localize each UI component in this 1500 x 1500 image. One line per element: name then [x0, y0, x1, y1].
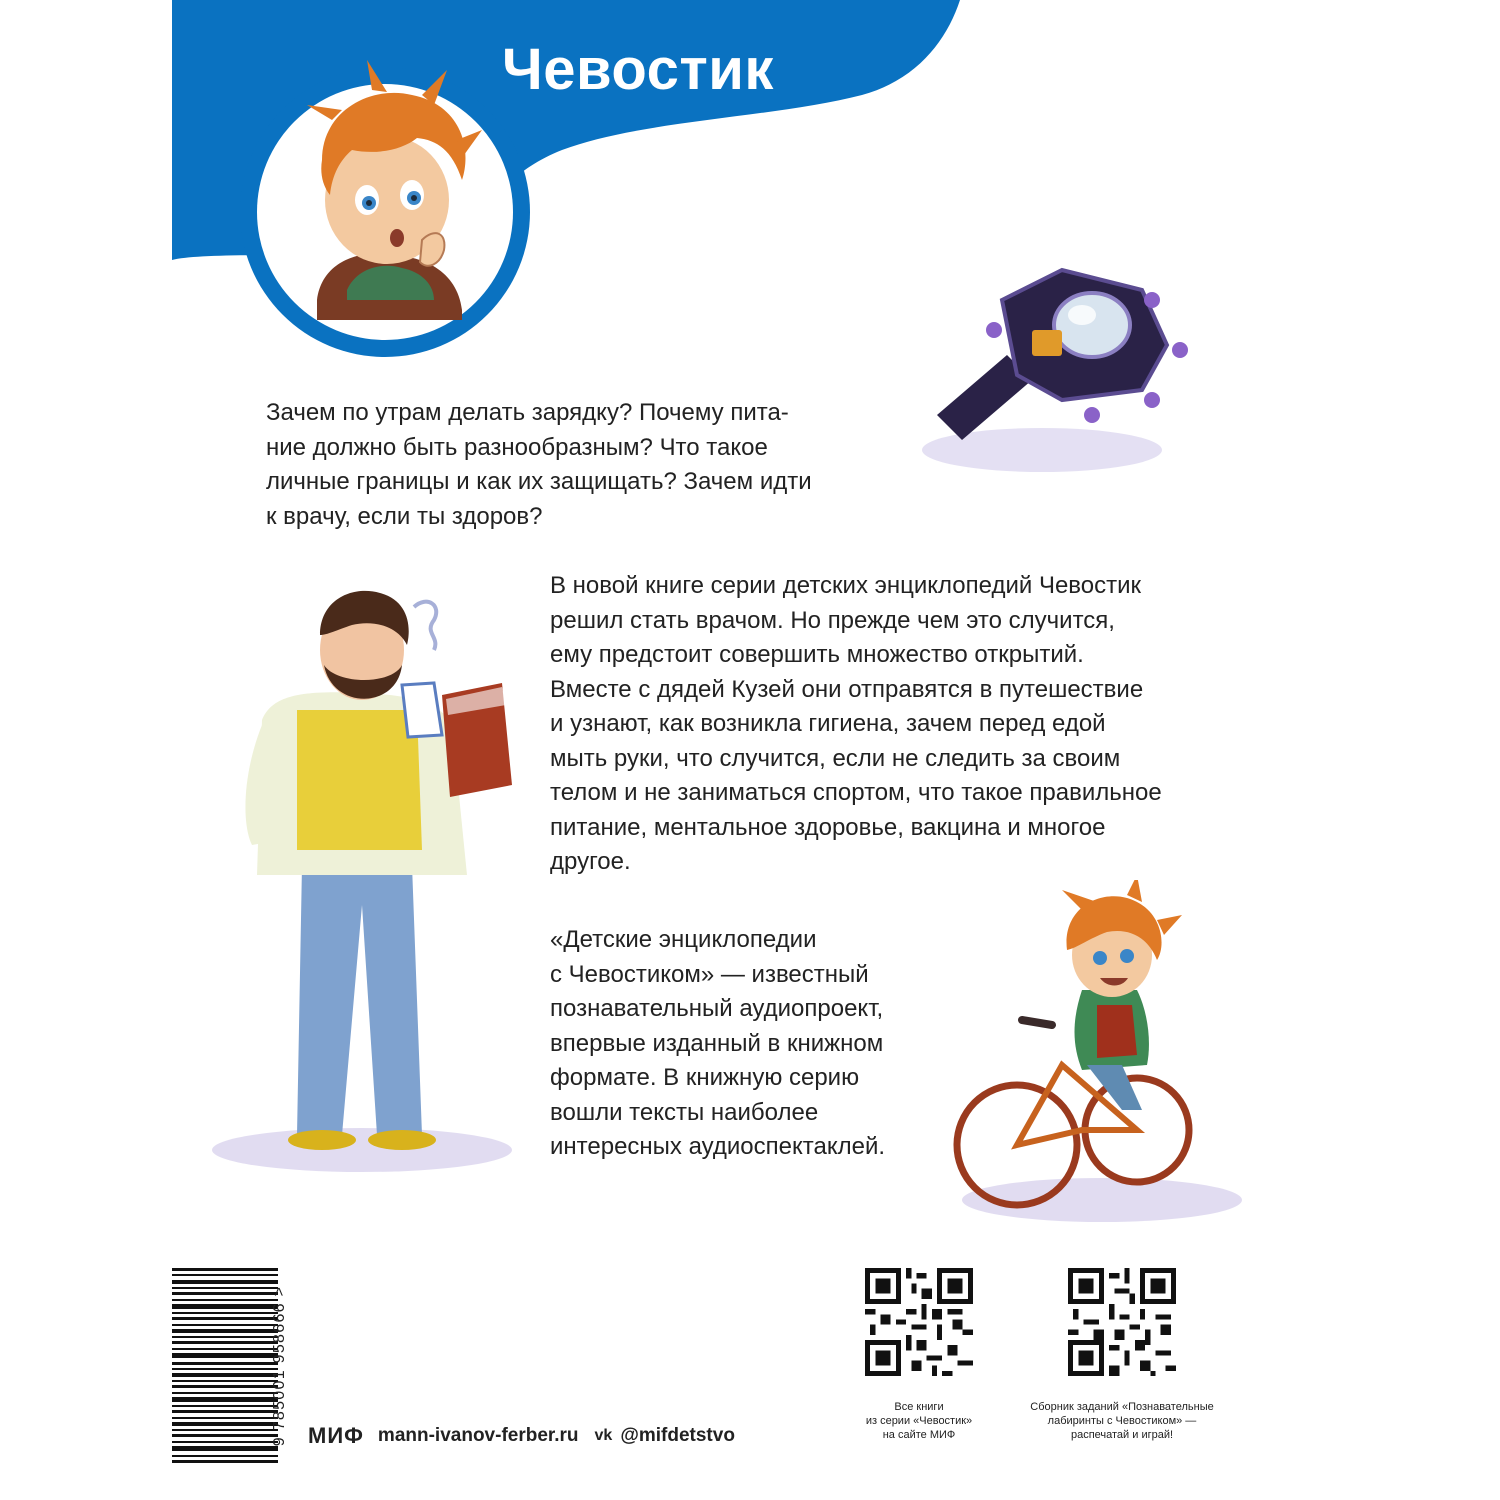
- website-link[interactable]: mann-ivanov-ferber.ru: [377, 1425, 579, 1446]
- isbn-number: 9 785001 958666 >: [271, 1285, 288, 1447]
- series-line: формате. В книжную серию: [550, 1064, 860, 1091]
- chevostik-bicycle-illustration: [932, 880, 1242, 1225]
- series-line: вошли тексты наиболее: [550, 1098, 819, 1126]
- description-line: питание, ментальное здоровье, вакцина и многое: [550, 813, 1106, 841]
- intro-paragraph: [266, 396, 812, 534]
- series-line: интересных аудиоспектаклей.: [550, 1133, 886, 1160]
- isbn-number-container: [271, 1268, 300, 1464]
- intro-line: к врачу, если ты здоров?: [266, 502, 543, 530]
- caption-line: Сборник заданий «Познавательные: [1030, 1401, 1214, 1413]
- intro-line: личные границы и как их защищать? Зачем идти: [266, 468, 812, 495]
- description-line: В новой книге серии детских энциклопедий Чевостик: [550, 572, 1142, 599]
- series-line: познавательный аудиопроект,: [550, 995, 884, 1022]
- qr-caption-series: [822, 1400, 1016, 1442]
- publisher-footer: [308, 1422, 735, 1450]
- vk-icon[interactable]: vk: [594, 1427, 613, 1444]
- description-line: решил стать врачом. Но прежде чем это случится,: [550, 606, 1115, 634]
- gadget-illustration: [912, 240, 1212, 480]
- description-line: другое.: [550, 848, 631, 875]
- page-title: Чевостик: [502, 37, 774, 102]
- qr-code-mazes[interactable]: [1068, 1268, 1176, 1376]
- description-line: телом и не заниматься спортом, что такое правильное: [550, 779, 1162, 806]
- qr-code-series[interactable]: [865, 1268, 973, 1376]
- series-line: впервые изданный в книжном: [550, 1029, 884, 1057]
- uncle-kuzya-illustration: [202, 575, 542, 1175]
- description-paragraph: [550, 569, 1162, 880]
- series-line: «Детские энциклопедии: [550, 926, 817, 953]
- caption-line: лабиринты с Чевостиком» —: [1047, 1415, 1197, 1427]
- publisher-logo: МИФ: [308, 1423, 364, 1448]
- intro-line: ние должно быть разнообразным? Что такое: [266, 433, 768, 461]
- social-handle[interactable]: @mifdetstvo: [620, 1425, 735, 1446]
- series-paragraph: [550, 923, 885, 1165]
- book-back-cover: [172, 0, 1328, 1500]
- series-line: с Чевостиком» — известный: [550, 960, 869, 988]
- isbn-barcode: [172, 1268, 278, 1464]
- qr-caption-mazes: [1012, 1400, 1232, 1442]
- caption-line: из серии «Чевостик»: [865, 1415, 973, 1427]
- description-line: Вместе с дядей Кузей они отправятся в путешествие: [550, 675, 1144, 703]
- caption-line: Все книги: [894, 1401, 944, 1413]
- caption-line: на сайте МИФ: [882, 1429, 956, 1441]
- description-line: мыть руки, что случится, если не следить за своим: [550, 744, 1121, 772]
- description-line: и узнают, как возникла гигиена, зачем перед едой: [550, 710, 1106, 737]
- caption-line: распечатай и играй!: [1070, 1429, 1174, 1441]
- description-line: ему предстоит совершить множество открытий.: [550, 641, 1084, 668]
- intro-line: Зачем по утрам делать зарядку? Почему пита-: [266, 399, 789, 426]
